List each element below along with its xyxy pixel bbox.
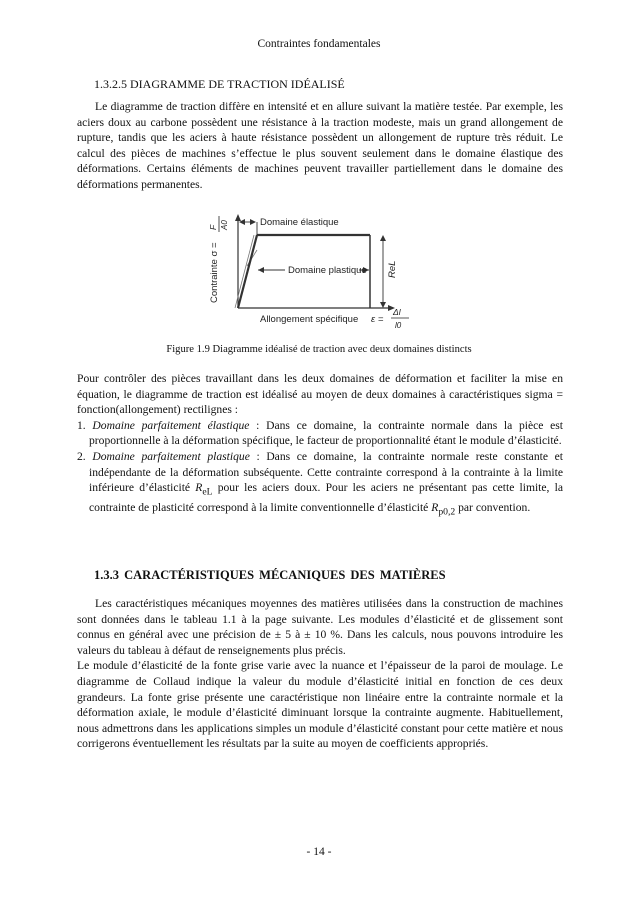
term-plastic: Domaine parfaitement plastique xyxy=(92,449,250,463)
x-axis-label: Allongement spécifique xyxy=(260,314,359,325)
plastic-domain-label: Domaine plastique xyxy=(288,265,367,276)
section-heading-1325: 1.3.2.5 DIAGRAMME DE TRACTION IDÉALISÉ xyxy=(94,77,345,91)
paragraph-cast-iron: Le module d’élasticité de la fonte grise varie avec la nuance et l’épaisseur de la paroi de moulage. Le diagramme de Collaud indique la valeur du module d’élasticité initial en fonction de ces deux grandeurs. La fonte grise présente une caractéristique non linéaire entre la contrainte normale et la déformation axiale, le module d’élasticité diminuant lorsque la contrainte augmente. Habituellement, nous admettrons dans les applications simples un module d’élasticité constant pour cette matière et nous corrigerons éventuellement les résultats par la suite au moyen de coefficients appropriés. xyxy=(77,659,563,751)
elastic-domain-label: Domaine élastique xyxy=(260,217,339,228)
rel-label: ReL xyxy=(387,260,398,278)
y-formula-numerator: F xyxy=(208,224,218,230)
x-formula-denominator: l0 xyxy=(395,321,402,330)
elastic-line xyxy=(238,235,257,308)
idealisation-block xyxy=(77,371,563,520)
x-formula-numerator: Δl xyxy=(393,307,401,317)
list-item-elastic: 1. Domaine parfaitement élastique : Dans ce domaine, la contrainte normale dans la pièce est proportionnelle à la déformation spécifique, le facteur de proportionnalité étant le module d’élasticité. xyxy=(77,418,564,448)
domain-list xyxy=(77,418,563,520)
paragraph-traction-intro xyxy=(77,99,563,193)
paragraph-moduli: Les caractéristiques mécaniques moyennes des matières utilisées dans la construction de machines sont données dans le tableau 1.1 à la page suivante. Les modules d’élasticité et de glissement sont connus en général avec une précision de ± 5 à ± 10 %. Dans les calculs, nous pouvons introduire les valeurs du tableau à défaut de renseignements plus précis. xyxy=(77,597,563,657)
section-heading-133: 1.3.3 CARACTÉRISTIQUES MÉCANIQUES DES MATIÈRES xyxy=(94,568,446,582)
list-item-plastic: 2. Domaine parfaitement plastique : Dans ce domaine, la contrainte normale reste constante et indépendante de la déformation subséquente. Cette contrainte correspond à la contrainte à la limite inférieure d’élasticité $R_{eL}$ pour les aciers doux. Pour les aciers ne présentant pas cette limite, la contrainte de plasticité correspond à la limite conventionnelle d’élasticité $R_{p0,2}$ par convention. xyxy=(77,449,563,518)
running-header: Contraintes fondamentales xyxy=(257,38,381,50)
traction-diagram xyxy=(205,208,450,330)
page-number: - 14 - xyxy=(306,846,332,858)
x-formula: ε = xyxy=(371,314,384,325)
y-axis-label: Contrainte σ = xyxy=(209,242,220,303)
y-formula-denominator: A0 xyxy=(220,220,229,230)
plastic-arrow-left xyxy=(258,267,264,273)
rel-arrow-bottom xyxy=(380,302,386,308)
paragraph-text: Le diagramme de traction diffère en intensité et en allure suivant la matière testée. Par exemple, les aciers doux au carbone possèdent une résistance à la traction modeste, mais un grand allongement de rupture, tandis que les aciers à haute résistance possèdent un allongement de rupture très réduit. Le calcul des pièces de machines s’effectue le plus souvent seulement dans le domaine élastique des déformations. Certains éléments de machines peuvent travailler partiellement dans le domaine des déformations permanentes. xyxy=(77,100,563,191)
symbol-rp02: R xyxy=(431,501,439,515)
idealisation-intro: Pour contrôler des pièces travaillant dans les deux domaines de déformation et faciliter la mise en équation, le diagramme de traction est idéalisé au moyen de deux domaines à caractéristiques sigma = fonction(allongement) rectilignes : xyxy=(77,372,563,417)
rel-arrow-top xyxy=(380,235,386,241)
figure-caption: Figure 1.9 Diagramme idéalisé de traction avec deux domaines distincts xyxy=(166,344,472,355)
term-elastic: Domaine parfaitement élastique xyxy=(92,418,250,432)
symbol-rel: R xyxy=(195,481,203,495)
y-axis-arrow xyxy=(235,214,241,221)
mechanical-properties-block xyxy=(77,596,563,752)
